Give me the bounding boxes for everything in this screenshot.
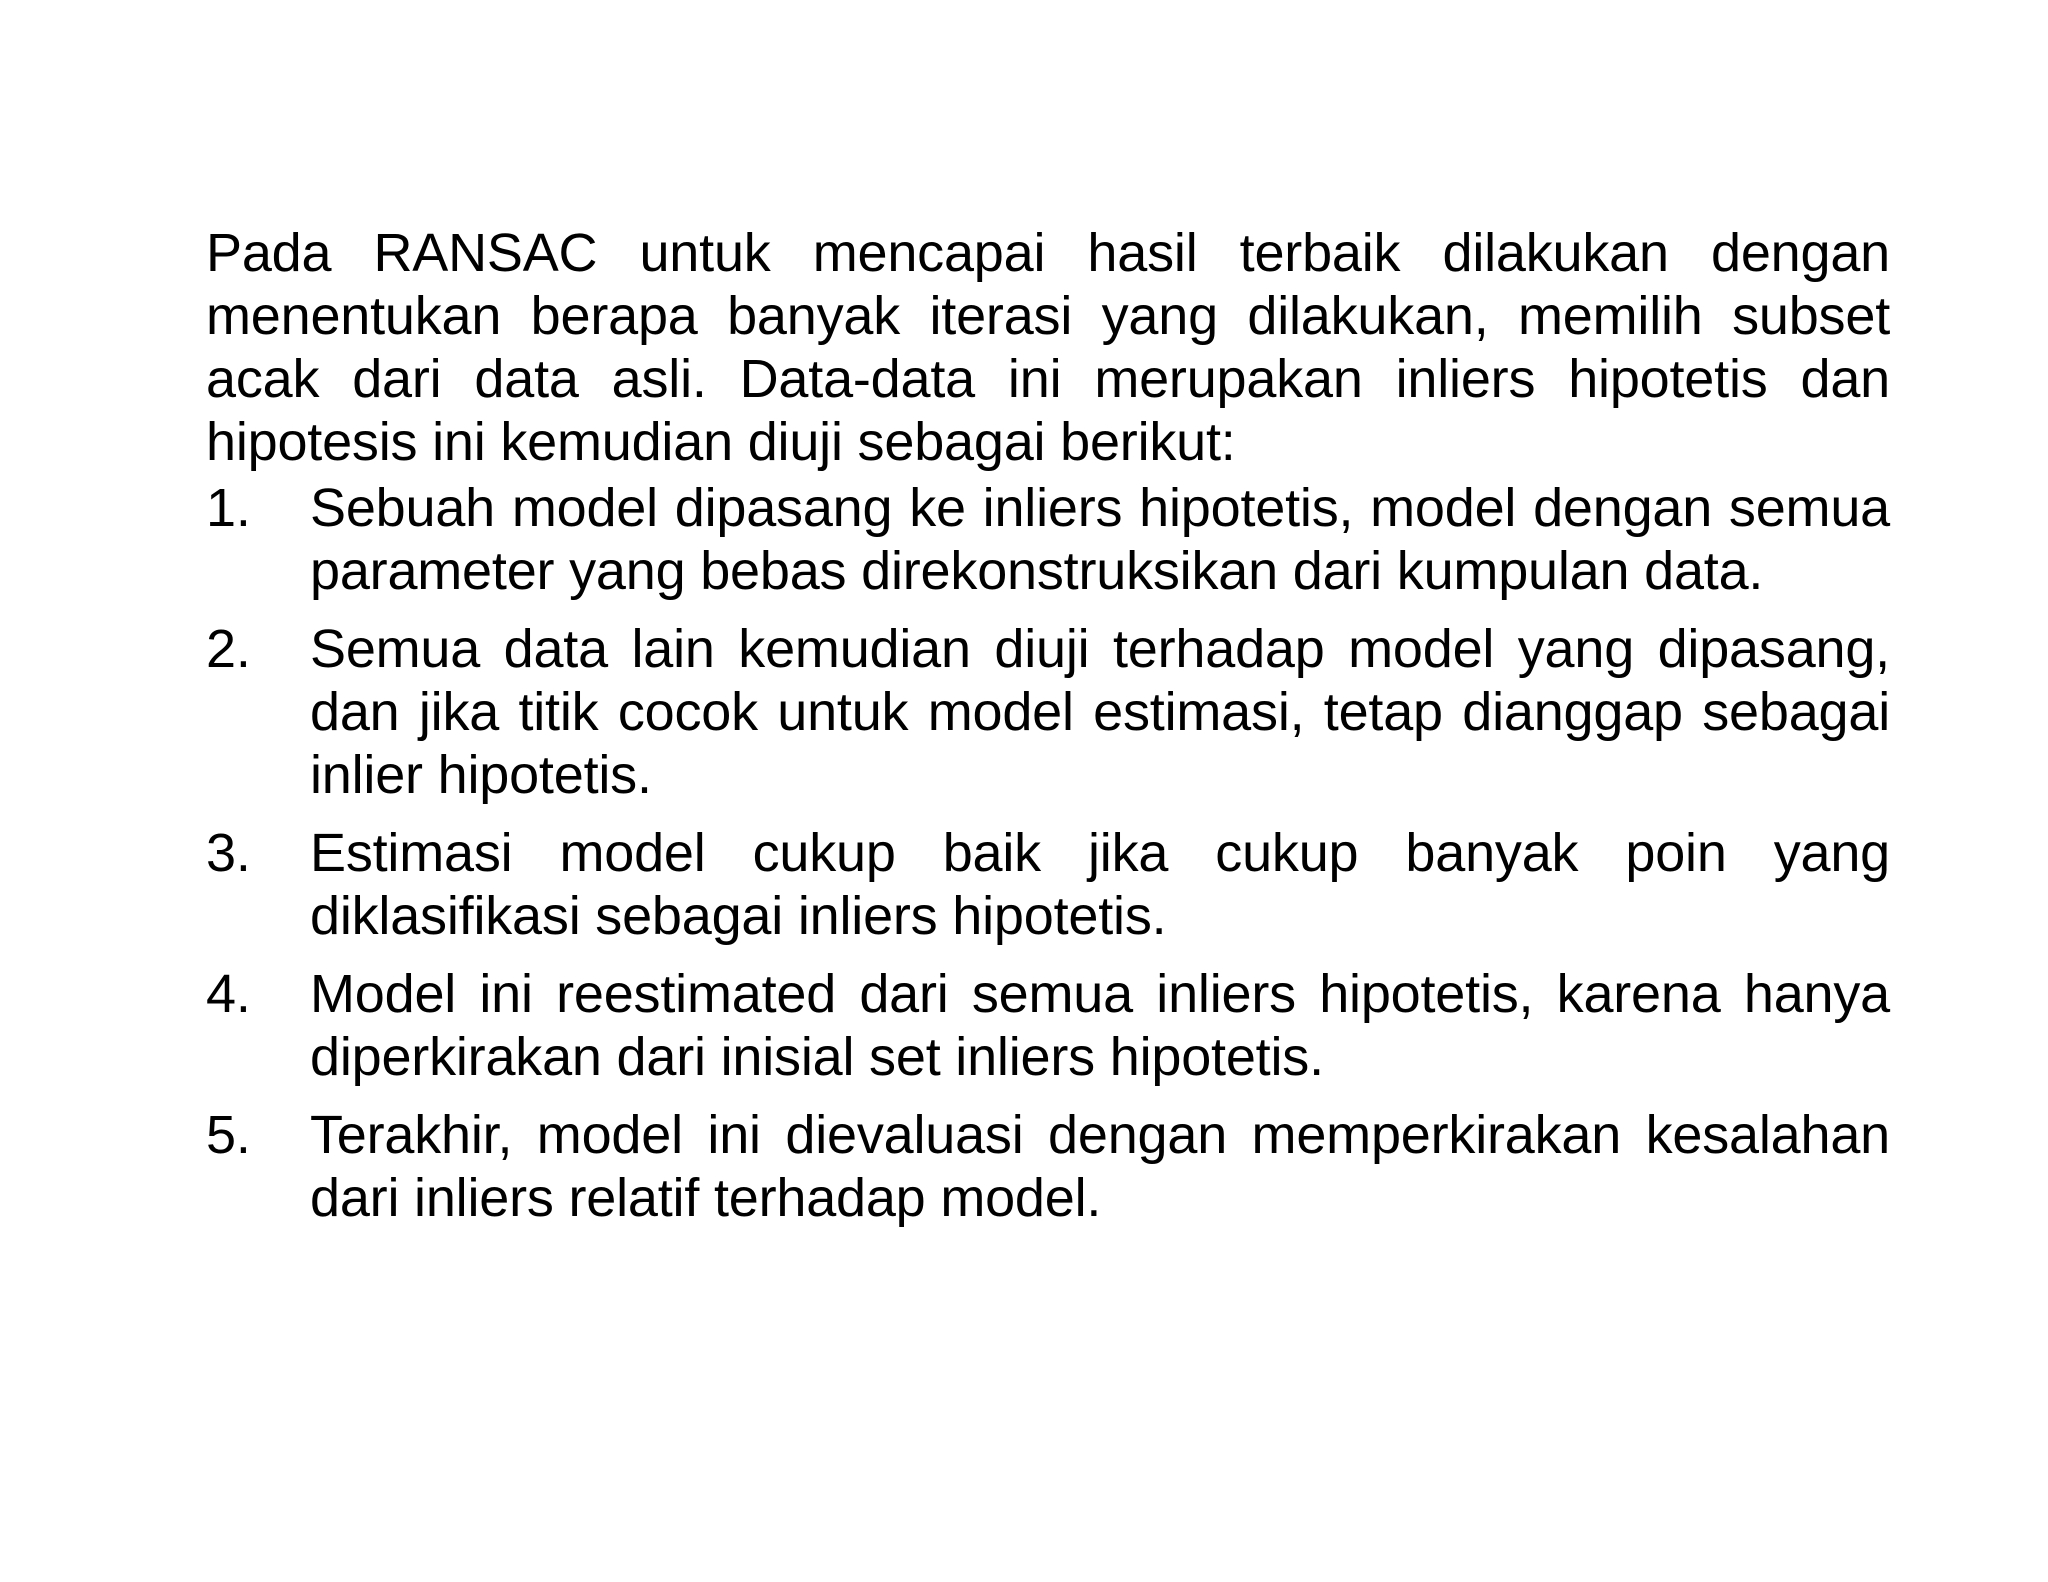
list-number: 4.	[206, 964, 251, 1024]
list-number: 3.	[206, 823, 251, 883]
list-item-text: Sebuah model dipasang ke inliers hipotetis, model dengan semua parameter yang bebas direkonstruksikan dari kumpulan data.	[310, 478, 1890, 601]
list-number: 5.	[206, 1105, 251, 1165]
intro-paragraph: Pada RANSAC untuk mencapai hasil terbaik dilakukan dengan menentukan berapa banyak iterasi yang dilakukan, memilih subset acak dari data asli. Data-data ini merupakan inliers hipotetis dan hipotesis ini kemudian diuji sebagai berikut:	[206, 223, 1890, 472]
slide-content	[206, 222, 1890, 1245]
list-item	[206, 1104, 1890, 1230]
list-item-text: Terakhir, model ini dievaluasi dengan memperkirakan kesalahan dari inliers relatif terhadap model.	[310, 1105, 1890, 1228]
list-item	[206, 477, 1890, 603]
list-item-text: Model ini reestimated dari semua inliers hipotetis, karena hanya diperkirakan dari inisial set inliers hipotetis.	[310, 964, 1890, 1087]
list-number: 2.	[206, 619, 251, 679]
list-item	[206, 618, 1890, 807]
list-item	[206, 822, 1890, 948]
steps-list	[206, 477, 1890, 1230]
list-item-text: Semua data lain kemudian diuji terhadap model yang dipasang, dan jika titik cocok untuk model estimasi, tetap dianggap sebagai inlier hipotetis.	[310, 619, 1890, 805]
list-number: 1.	[206, 478, 251, 538]
list-item-text: Estimasi model cukup baik jika cukup banyak poin yang diklasifikasi sebagai inliers hipotetis.	[310, 823, 1890, 946]
list-item	[206, 963, 1890, 1089]
